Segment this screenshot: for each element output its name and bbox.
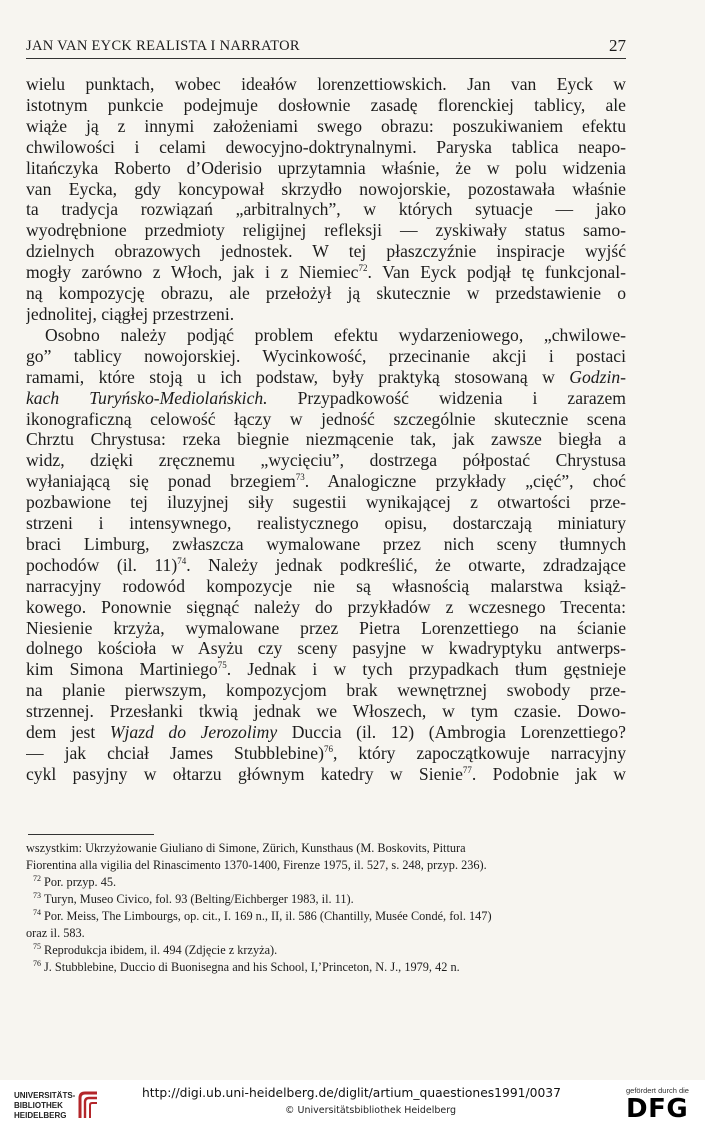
text-line	[26, 576, 626, 597]
text-span: strzeni i intensywnego, realistycznego opisu, dostarczają miniatury	[26, 513, 626, 534]
text-line	[26, 409, 626, 430]
text-span: Osobno należy podjąć problem efektu wydarzeniowego, „chwilowe-	[45, 324, 626, 345]
text-line	[26, 74, 626, 95]
text-line	[26, 283, 626, 304]
text-span: kowego. Ponownie sięgnąć należy do przykładów z wczesnego Trecenta:	[26, 596, 626, 617]
text-line	[26, 304, 626, 325]
text-line	[26, 325, 626, 346]
text-line	[26, 388, 626, 409]
text-span: chwilowości i celami dewocyjno-doktrynalnymi. Paryska tablica neapo-	[26, 136, 626, 157]
text-line	[26, 429, 626, 450]
footnote-text: Fiorentina alla vigilia del Rinascimento 1370-1400, Firenze 1975, il. 527, s. 248, przyp. 236).	[26, 858, 487, 872]
footnote-ref[interactable]: 76	[323, 744, 333, 754]
text-line	[26, 680, 626, 701]
text-line	[26, 95, 626, 116]
text-line	[26, 764, 626, 785]
footnote-continuation	[26, 857, 626, 874]
text-span: na planie pierwszym, kompozycjom brak wewnętrznej swobody prze-	[26, 680, 626, 701]
text-span: . Van Eyck podjął tę funkcjonal-	[367, 262, 626, 283]
footnote-ref[interactable]: 75	[217, 660, 227, 671]
footnote-number: 74	[33, 908, 41, 917]
text-span: jednolitej, ciągłej przestrzeni.	[26, 303, 235, 324]
text-span: . Analogiczne przykłady „cięć”, choć	[304, 471, 626, 492]
text-line	[26, 555, 626, 576]
text-line	[26, 743, 626, 764]
text-line	[26, 618, 626, 639]
page-number: 27	[609, 36, 626, 55]
text-line	[26, 513, 626, 534]
footnote-continuation	[26, 925, 626, 942]
footnote-number: 72	[33, 874, 41, 883]
text-span: ikonograficzną celowość łączy w jedność szczególnie skutecznie scena	[26, 408, 626, 429]
footnote-text: J. Stubblebine, Duccio di Buonisegna and his School, I,’Princeton, N. J., 1979, 42 n.	[44, 960, 460, 974]
text-span: ną kompozycję obrazu, ale przełożył ją skutecznie w przedstawienie o	[26, 283, 626, 304]
text-span: pozbawione tej iluzyjnej siły sugestii wynikającej z otwartości prze-	[26, 492, 626, 513]
text-span: pochodów (il. 11)	[26, 554, 178, 575]
text-span: — jak chciał James Stubblebine)	[26, 743, 324, 763]
text-span: strzennej. Przesłanki tkwią jednak we Włoszech, w tym czasie. Dowo-	[26, 701, 626, 722]
text-span: wiąże ją z innymi założeniami swego obrazu: poszukiwaniem efektu	[26, 115, 626, 136]
text-line	[26, 346, 626, 367]
footnote	[26, 942, 626, 959]
text-line	[26, 701, 626, 722]
text-span: dzielnych obrazowych jednostek. W tej płaszczyźnie inspiracje wyjść	[26, 241, 626, 262]
text-span: narracyjny rodowód kompozycje nie są własnością malarstwa książ-	[26, 575, 626, 596]
text-line	[26, 158, 626, 179]
text-span: ramami, które stoją u ich podstaw, były praktyką stosowaną w	[26, 366, 570, 387]
text-line	[26, 534, 626, 555]
copyright-notice: © Universitätsbibliothek Heidelberg	[285, 1105, 457, 1116]
library-name: UNIVERSITÄTS- BIBLIOTHEK HEIDELBERG	[14, 1091, 76, 1120]
text-span: . Jednak i w tych przypadkach tłum gęstnieje	[226, 659, 626, 680]
text-line	[26, 262, 626, 283]
text-line	[26, 137, 626, 158]
footnote-number: 73	[33, 891, 41, 900]
footnote	[26, 874, 626, 891]
text-span: Chrztu Chrystusa: rzeka biegnie niezmącenie tak, jak zawsze biegła a	[26, 429, 626, 450]
text-span: cykl pasyjny w ołtarzu głównym katedry w Sienie	[26, 763, 463, 784]
text-span: . Podobnie jak w	[471, 763, 626, 784]
text-line	[26, 450, 626, 471]
dfg-logo[interactable]: DFG	[626, 1094, 689, 1124]
text-span: litańczyka Roberto d’Oderisio uprzytamnia właśnie, że w polu widzenia	[26, 157, 626, 178]
footnote-ref[interactable]: 77	[462, 764, 472, 775]
footnote-number: 76	[33, 959, 41, 968]
main-text	[26, 74, 626, 785]
footnotes	[26, 840, 626, 976]
text-line	[26, 367, 626, 388]
text-line	[26, 199, 626, 220]
footnote-separator	[28, 834, 154, 835]
text-span: mogły zarówno z Włoch, jak i z Niemiec	[26, 262, 359, 283]
dfg-caption: gefördert durch die	[626, 1086, 689, 1095]
text-line	[26, 638, 626, 659]
text-span: Przypadkowość widzenia i zarazem	[267, 387, 626, 408]
text-line	[26, 220, 626, 241]
text-line	[26, 241, 626, 262]
footnote-text: Reprodukcja ibidem, il. 494 (Zdjęcie z krzyża).	[44, 943, 278, 957]
text-span: kim Simona Martiniego	[26, 659, 218, 680]
text-span: dolnego kościoła w Asyżu czy sceny pasyjne w kwadryptyku antwerps-	[26, 638, 626, 659]
text-span: , który zapoczątkowuje narracyjny	[332, 743, 626, 763]
footnote-text: oraz il. 583.	[26, 926, 85, 940]
document-url-link[interactable]: http://digi.ub.uni-heidelberg.de/diglit/artium_quaestiones1991/0037	[142, 1086, 561, 1100]
footnote-number: 75	[33, 942, 41, 951]
footnote-text: Turyn, Museo Civico, fol. 93 (Belting/Eichberger 1983, il. 11).	[44, 892, 354, 906]
text-span: Niesienie krzyża, wymalowane przez Pietra Lorenzettiego na ścianie	[26, 617, 626, 638]
text-line	[26, 659, 626, 680]
text-span: . Należy jednak podkreślić, że otwarte, zdradzające	[186, 554, 626, 575]
text-line	[26, 722, 626, 743]
text-line	[26, 492, 626, 513]
text-span: van Eycka, gdy koncypował skrzydło nowojorskie, pozostawała właśnie	[26, 178, 626, 199]
text-line	[26, 179, 626, 200]
text-span: istotnym punkcie podejmuje dosłownie zasadę florenckiej tablicy, ale	[26, 94, 626, 115]
text-span: dem jest	[26, 722, 110, 743]
footnote-text: Por. przyp. 45.	[44, 875, 117, 889]
text-line	[26, 471, 626, 492]
footnote-ref[interactable]: 73	[295, 472, 305, 483]
text-span: wielu punktach, wobec ideałów lorenzettiowskich. Jan van Eyck w	[26, 74, 626, 94]
footnote-ref[interactable]: 72	[358, 263, 368, 274]
text-line	[26, 116, 626, 137]
text-span: Duccia (il. 12) (Ambrogia Lorenzettiego?	[277, 722, 626, 743]
footnote	[26, 959, 626, 976]
footnote	[26, 908, 626, 925]
library-emblem-icon	[74, 1090, 100, 1120]
text-line	[26, 597, 626, 618]
footnote-text: Por. Meiss, The Limbourgs, op. cit., I. 169 n., II, il. 586 (Chantilly, Musée Condé, fol. 147)	[44, 909, 492, 923]
italic-title: Wjazd do Jerozolimy	[109, 722, 278, 743]
footnote	[26, 891, 626, 908]
text-span: go” tablicy nowojorskiej. Wycinkowość, przecinanie akcji i postaci	[26, 345, 626, 366]
footnote-text: wszystkim: Ukrzyżowanie Giuliano di Simone, Zürich, Kunsthaus (M. Boskovits, Pittura	[26, 841, 466, 855]
running-head	[26, 36, 626, 59]
text-span: braci Limburg, zwłaszcza wymalowane przez nich sceny tłumnych	[26, 533, 626, 554]
text-span: wyłaniającą się ponad brzegiem	[26, 471, 296, 492]
text-span: widz, dzięki zręcznemu „wycięciu”, dostrzega półpostać Chrystusa	[26, 450, 626, 471]
text-span: wyodrębnione przedmioty religijnej refleksji — zyskiwały status samo-	[26, 220, 626, 241]
running-title: JAN VAN EYCK REALISTA I NARRATOR	[26, 38, 300, 54]
viewer-footer	[0, 1080, 705, 1131]
footnote-continuation	[26, 840, 626, 857]
italic-title: Godzin-	[569, 366, 626, 387]
text-span: ta tradycja rozwiązań „arbitralnych”, w których sytuacje — jako	[26, 199, 626, 220]
italic-title: kach Turyńsko-Mediolańskich.	[26, 387, 268, 408]
university-library-logo[interactable]	[6, 1088, 126, 1124]
footnote-ref[interactable]: 74	[177, 555, 187, 566]
